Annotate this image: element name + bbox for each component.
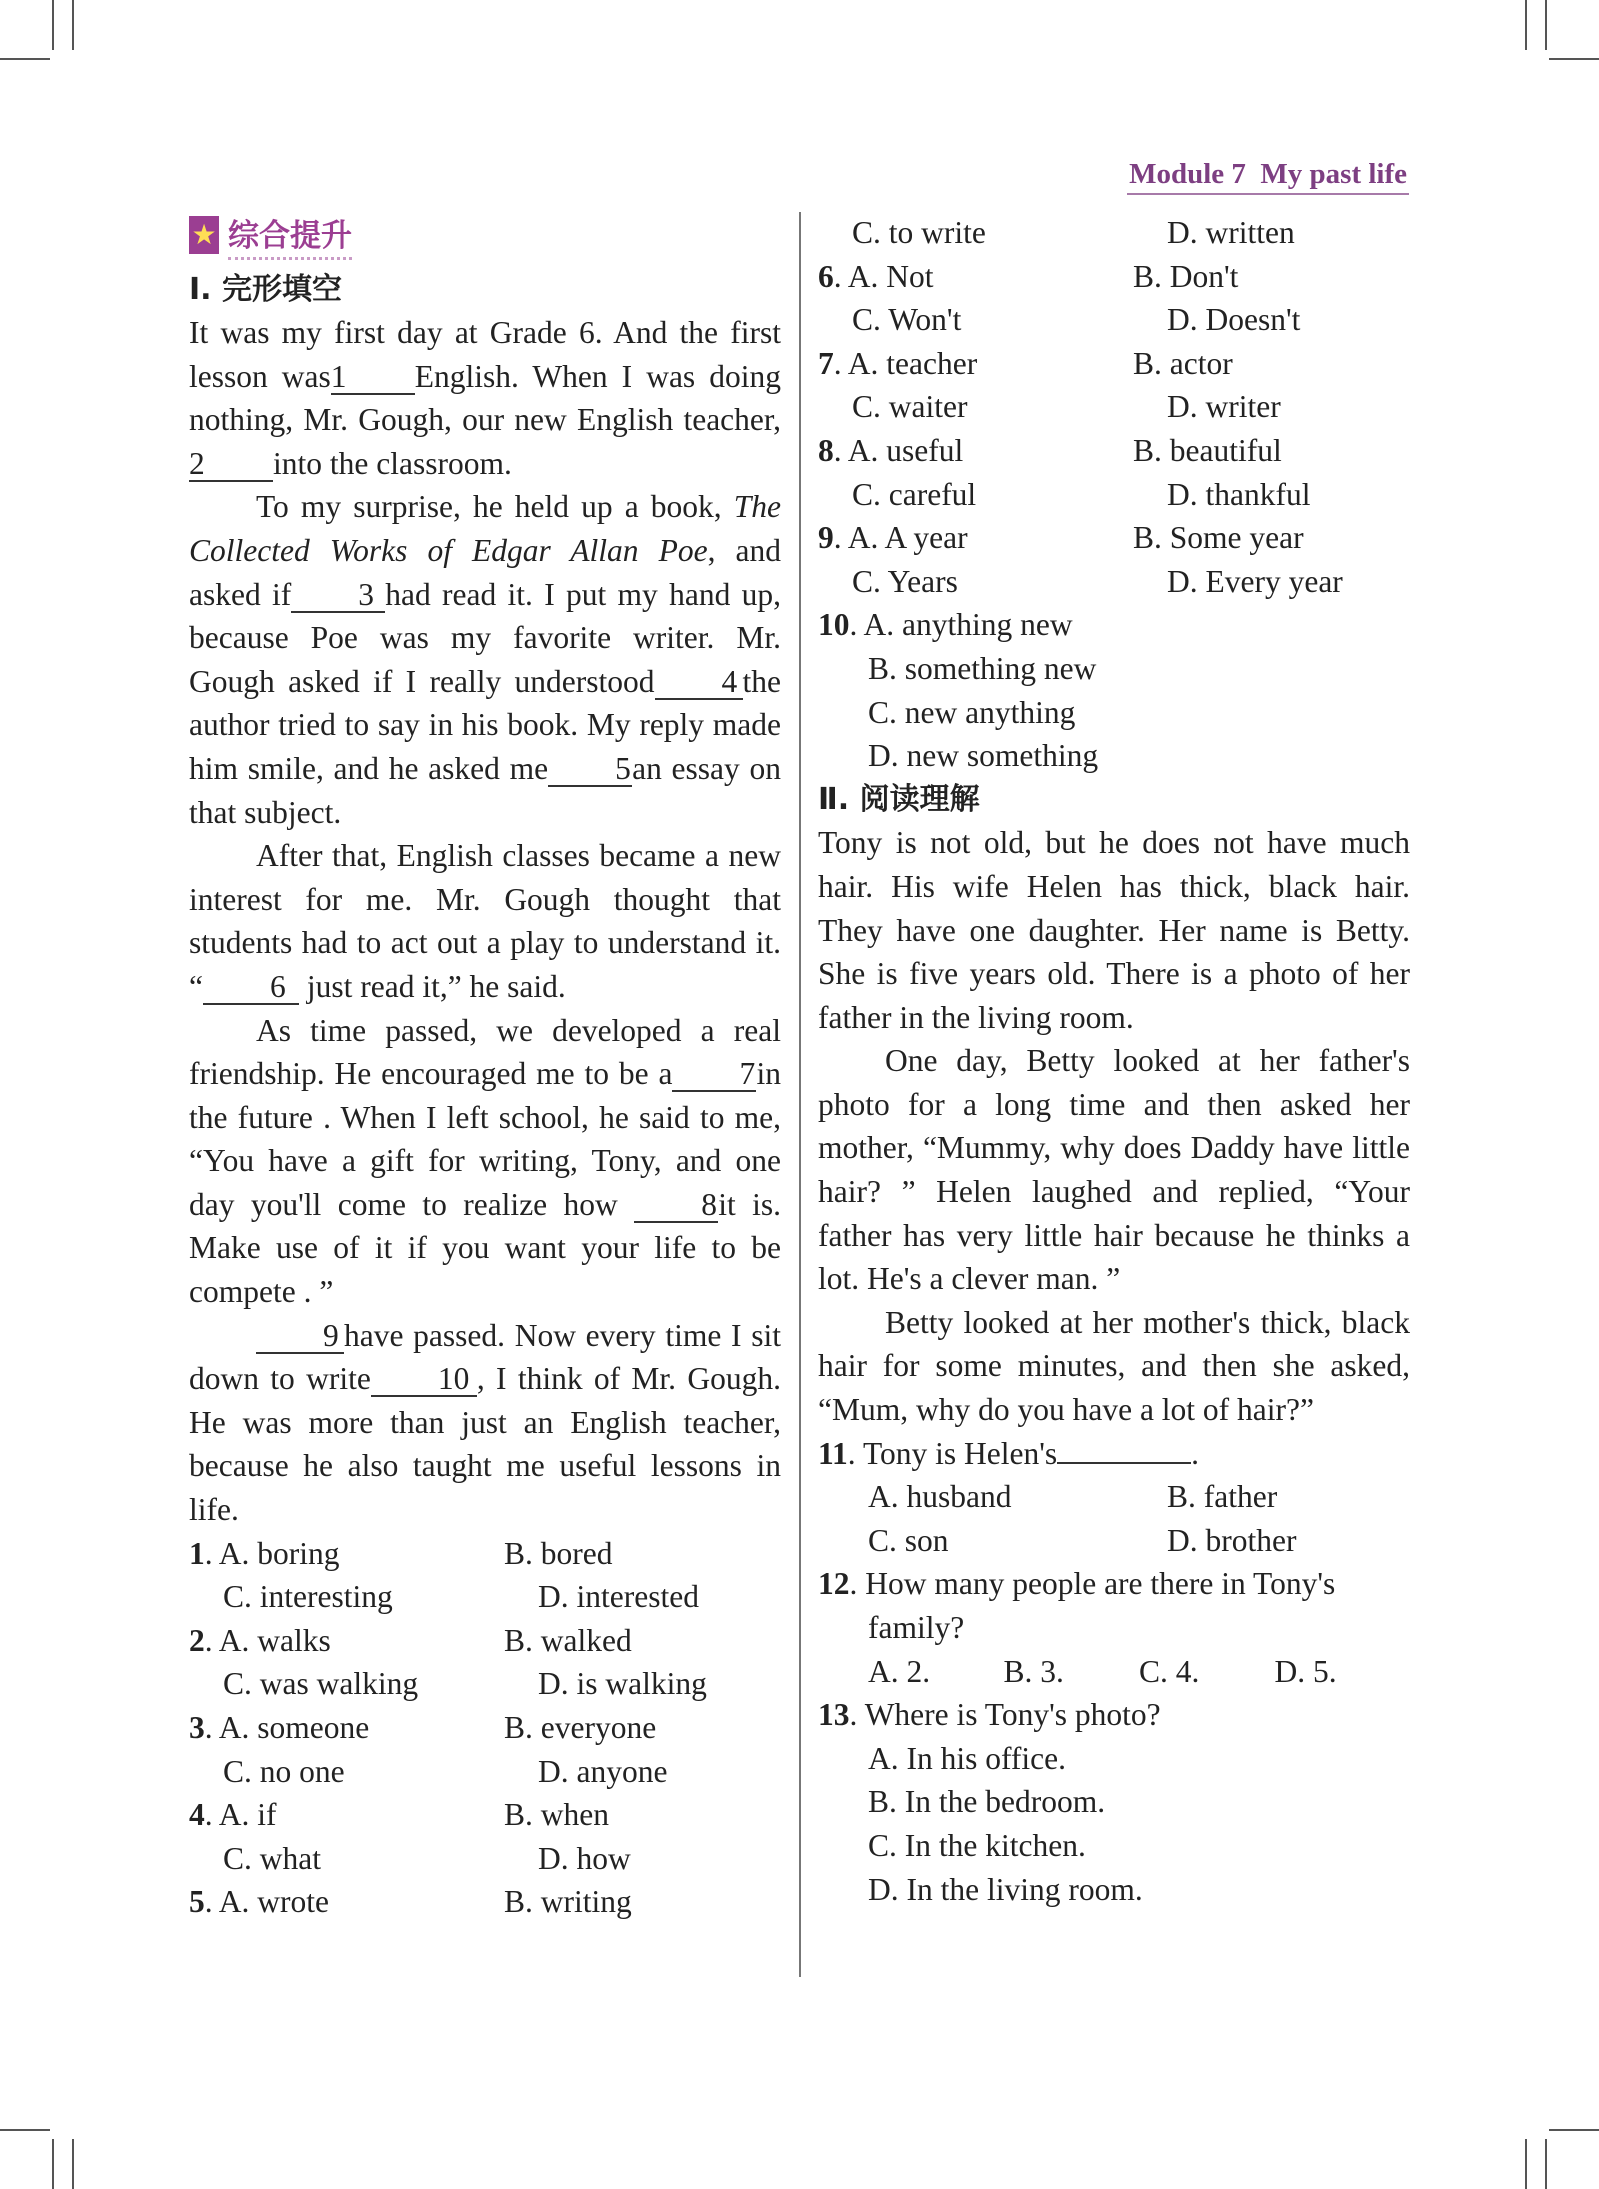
question-2: 2. A. walks B. walked C. was walking D. is walking [189, 1619, 781, 1706]
option-c[interactable]: C. waiter [852, 389, 968, 425]
question-8: 8. A. useful B. beautiful C. careful D. thankful [818, 429, 1410, 516]
question-5: 5. A. wrote B. writing [189, 1880, 781, 1924]
star-icon: ★ [189, 216, 219, 254]
crop-mark [0, 2129, 50, 2131]
cloze-paragraph-1: It was my first day at Grade 6. And the first lesson was1 English. When I was doing nothing, Mr. Gough, our new English teacher,2 into the classroom. [189, 315, 781, 481]
banner-title: 综合提升 [228, 210, 352, 260]
reading-paragraph-2: One day, Betty looked at her father's photo for a long time and then asked her mother, “Mummy, why does Daddy have little hair? ” Helen laughed and replied, “Your father has very little hair because he thinks a lot. He's a clever man. ” [818, 1043, 1410, 1297]
answer-blank-11[interactable] [1057, 1462, 1191, 1464]
blank-2[interactable]: 2 [189, 448, 273, 482]
option-b[interactable]: B. Some year [1133, 520, 1304, 556]
crop-mark [52, 0, 54, 50]
right-column [818, 211, 1410, 1911]
question-6: 6. A. Not B. Don't C. Won't D. Doesn't [818, 255, 1410, 342]
option-b[interactable]: B. actor [1133, 345, 1233, 381]
blank-3[interactable]: 3 [291, 579, 385, 613]
question-11: 11. Tony is Helen's . A. husband B. father C. son D. brother [818, 1432, 1410, 1563]
option-d[interactable]: D. brother [1167, 1522, 1297, 1558]
blank-8[interactable]: 8 [634, 1189, 718, 1223]
reading-paragraph-3: Betty looked at her mother's thick, black hair for some minutes, and then she asked, “Mum, why do you have a lot of hair?” [818, 1304, 1410, 1428]
option-d[interactable]: D. how [538, 1840, 631, 1876]
question-3: 3. A. someone B. everyone C. no one D. anyone [189, 1706, 781, 1793]
option-c[interactable]: C. to write [852, 215, 986, 250]
question-1: 1. A. boring B. bored C. interesting D. interested [189, 1532, 781, 1619]
option-b[interactable]: B. 3. [1003, 1653, 1064, 1689]
option-b[interactable]: B. writing [504, 1884, 632, 1920]
crop-mark [1525, 2139, 1527, 2189]
option-a[interactable]: A. walks [218, 1622, 331, 1658]
option-c[interactable]: C. son [868, 1522, 949, 1558]
option-a[interactable]: A. if [218, 1797, 277, 1833]
left-column [189, 311, 781, 1924]
option-d[interactable]: D. thankful [1167, 476, 1311, 512]
crop-mark [1525, 0, 1527, 50]
option-b[interactable]: B. bored [504, 1535, 613, 1571]
option-b[interactable]: B. Don't [1133, 258, 1239, 294]
option-d[interactable]: D. Every year [1167, 563, 1343, 599]
crop-mark [1545, 0, 1547, 50]
header-title: My past life [1260, 158, 1407, 190]
option-a[interactable]: A. anything new [863, 607, 1073, 643]
cloze-paragraph-4: As time passed, we developed a real friendship. He encouraged me to be a 7in the future . When I left school, he said to me, “You have a gift for writing, Tony, and one day you'll come to realize how 8it is. Make use of it if you want your life to be compete . ” [189, 1012, 782, 1310]
column-divider [799, 212, 801, 1977]
cloze-paragraph-5: 9 have passed. Now every time I sit down to write 10 , I think of Mr. Gough. He was more than just an English teacher, because he also taught me useful lessons in life. [189, 1317, 781, 1528]
cloze-paragraph-3: After that, English classes became a new interest for me. Mr. Gough thought that students had to act out a play to understand it. “ 6 just read it,” he said. [189, 838, 781, 1004]
question-10: 10. A. anything new B. something new C. new anything D. new something [818, 603, 1410, 777]
reading-paragraph-1: Tony is not old, but he does not have much hair. His wife Helen has thick, black hair. They have one daughter. Her name is Betty. She is five years old. There is a photo of her father in the living room. [818, 825, 1410, 1035]
question-4: 4. A. if B. when C. what D. how [189, 1793, 781, 1880]
question-5-continued [818, 211, 1410, 255]
section-2-heading: Ⅱ. 阅读理解 [818, 781, 980, 817]
option-a[interactable]: A. teacher [847, 345, 978, 381]
option-b[interactable]: B. when [504, 1797, 609, 1833]
option-a[interactable]: A. wrote [218, 1884, 329, 1920]
question-12: 12. How many people are there in Tony's family? A. 2. B. 3. C. 4. D. 5. [818, 1562, 1410, 1693]
option-a[interactable]: A. husband [868, 1479, 1012, 1515]
option-d[interactable]: D. written [1167, 215, 1295, 250]
option-d[interactable]: D. new something [868, 738, 1099, 774]
crop-mark [72, 0, 74, 50]
blank-5[interactable]: 5 [548, 753, 632, 787]
option-d[interactable]: D. 5. [1274, 1653, 1337, 1689]
crop-mark [1549, 58, 1599, 60]
blank-9[interactable]: 9 [256, 1320, 344, 1354]
blank-1[interactable]: 1 [331, 361, 415, 395]
option-c[interactable]: C. no one [223, 1753, 345, 1789]
blank-7[interactable]: 7 [672, 1058, 756, 1092]
question-9: 9. A. A year B. Some year C. Years D. Every year [818, 516, 1410, 603]
option-c[interactable]: C. interesting [223, 1579, 393, 1615]
question-13: 13. Where is Tony's photo? A. In his office. B. In the bedroom. C. In the kitchen. D. In the living room. [818, 1693, 1410, 1911]
header-module: Module 7 [1129, 158, 1246, 190]
option-d[interactable]: D. Doesn't [1167, 302, 1301, 338]
option-b[interactable]: B. everyone [504, 1710, 657, 1745]
option-a[interactable]: A. In his office. [868, 1740, 1066, 1776]
option-b[interactable]: B. In the bedroom. [868, 1784, 1106, 1820]
option-c[interactable]: C. 4. [1139, 1653, 1200, 1689]
running-header [1127, 158, 1409, 195]
cloze-paragraph-2: To my surprise, he held up a book, The Collected Works of Edgar Allan Poe, and asked if 3 had read it. I put my hand up, because Poe was my favorite writer. Mr. Gough asked if I really understood 4 the author tried to say in his book. My reply made him smile, and he asked me 5an essay on that subject. [189, 489, 782, 830]
option-a[interactable]: A. 2. [868, 1653, 931, 1689]
option-c[interactable]: C. In the kitchen. [868, 1827, 1086, 1863]
option-b[interactable]: B. something new [868, 650, 1097, 686]
question-7: 7. A. teacher B. actor C. waiter D. writer [818, 342, 1410, 429]
option-c[interactable]: C. Years [852, 563, 958, 599]
option-b[interactable]: B. beautiful [1133, 432, 1282, 468]
option-c[interactable]: C. was walking [223, 1666, 419, 1702]
option-b[interactable]: B. walked [504, 1622, 632, 1658]
option-d[interactable]: D. is walking [538, 1666, 707, 1702]
option-d[interactable]: D. In the living room. [868, 1871, 1143, 1907]
option-d[interactable]: D. writer [1167, 389, 1281, 425]
crop-mark [1545, 2139, 1547, 2189]
crop-mark [52, 2139, 54, 2189]
option-c[interactable]: C. careful [852, 476, 977, 512]
option-a[interactable]: A. useful [847, 432, 964, 468]
option-a[interactable]: A. boring [218, 1535, 340, 1571]
blank-4[interactable]: 4 [655, 666, 743, 700]
crop-mark [0, 58, 50, 60]
option-d[interactable]: D. anyone [538, 1753, 668, 1789]
option-c[interactable]: C. what [223, 1840, 321, 1876]
option-a[interactable]: A. Not [847, 258, 934, 294]
book-title: The Collected Works of Edgar Allan Poe [189, 489, 782, 568]
blank-10[interactable]: 10 [371, 1363, 477, 1397]
section-1-heading: Ⅰ. 完形填空 [189, 272, 343, 307]
option-a[interactable]: A. A year [847, 520, 968, 556]
crop-mark [72, 2139, 74, 2189]
option-c[interactable]: C. Won't [852, 302, 962, 338]
option-a[interactable]: A. someone [218, 1710, 370, 1745]
blank-6[interactable]: 6 [203, 971, 299, 1005]
section-banner [189, 212, 352, 258]
crop-mark [1549, 2129, 1599, 2131]
option-c[interactable]: C. new anything [868, 694, 1076, 730]
option-b[interactable]: B. father [1167, 1479, 1278, 1515]
option-d[interactable]: D. interested [538, 1579, 699, 1615]
